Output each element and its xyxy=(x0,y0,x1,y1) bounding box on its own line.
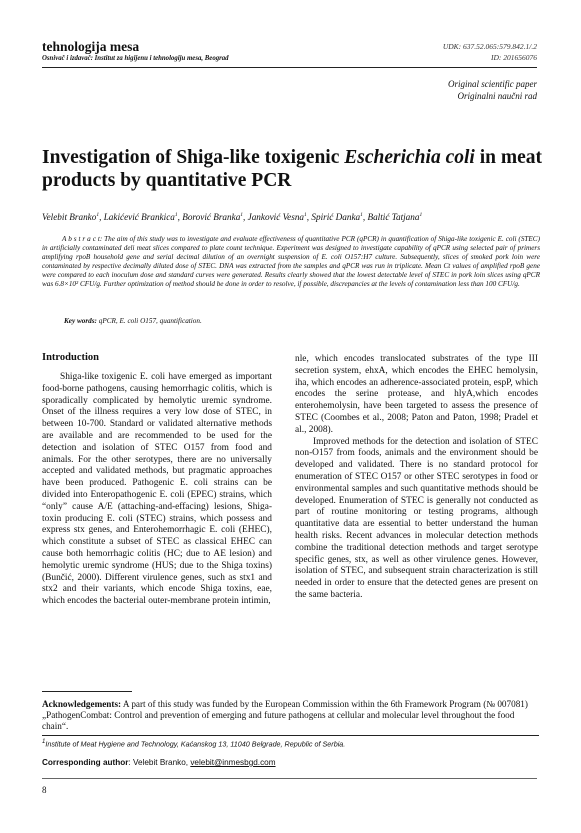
acknowledgements xyxy=(42,699,539,733)
keywords-label: Key words: xyxy=(64,317,97,325)
affiliation-footnote: $^1$Institute of Meat Hygiene and Technology, Kaćanskog 13, 11040 Belgrade, Republic of Serbia. xyxy=(42,739,346,749)
corr-email-link[interactable]: velebit@inmesbgd.com xyxy=(190,758,276,767)
author: Velebit Branko xyxy=(42,212,97,223)
paper-type-sr: Originalni naučni rad xyxy=(457,91,537,101)
abstract-text: The aim of this study was to investigate and evaluate effectiveness of quantitative PCR (qPCR) in quantification of Shiga-like toxigenic E. coli (STEC) in artificially contaminated deli meat slices compared to plate count technique. Experiment was designed to investigate capability of qPCR using selected pair of primers amplifying rpoB household gene and serial decimal dilution of an overnight suspension of E. coli O157:H7 culture. Subsequently, slices of smoked pork loin were contaminated by respective decimally diluted dose of STEC. DNA was extracted from the samples and qPCR was run in triplicate. Mean Ct values of amplified rpoB gene were compared to each inoculum dose and standard curves were generated. Results clearly showed that the lowest detectable level of STEC in pork loin slices using qPCR was 6.8×10² CFU/g. Further optimization of method should be done in order to resolve, if possible, discrepancies at the levels of contamination less than 100 CFU/g. xyxy=(42,235,540,288)
intro-left-column xyxy=(42,352,272,608)
corr-label: Corresponding author xyxy=(42,758,129,767)
intro-paragraph: nle, which encodes translocated substrates of the type III secretion system, ehxA, which encodes the EHEC hemolysin, iha, which encodes an adherence-associated protein, espP, which encodes the serine protease, and hlyA,which encodes enterohemolysin, have been targeted to assess the presence of STEC (Coombes et al., 2008; Paton and Paton, 1998; Pradel et al., 2008). xyxy=(295,354,538,435)
udk-code: UDK: 637.52.065:579.842.1/.2 xyxy=(442,42,537,51)
document-id: ID: 201656076 xyxy=(490,53,537,62)
title-part2: in meat products by quantitative PCR xyxy=(42,147,542,191)
title-species: Escherichia coli xyxy=(344,147,475,168)
corr-name: : Velebit Branko, xyxy=(128,758,191,767)
author: Borović Branka xyxy=(182,212,241,223)
abstract-label: A b s t r a c t: xyxy=(62,235,103,243)
abstract xyxy=(42,235,540,288)
ack-text: A part of this study was funded by the European Commission within the 6th Framework Program (№ 007081) „PathogenCombat: Control and prevention of emerging and future pathogens at cellular and molecular level throughout the food chain“. xyxy=(42,699,528,732)
author-list: Velebit Branko$^1$, Lakićević Brankica$^1$, Borović Branka$^1$, Janković Vesna$^1$, Spirić Danka$^1$, Baltić Tatjana$^1$ xyxy=(42,212,423,223)
footnote-rule xyxy=(42,735,539,736)
corresponding-author xyxy=(42,758,276,767)
publisher-line: Osnivač i izdavač: Institut za higijenu i tehnologiju mesa, Beograd xyxy=(42,55,229,62)
paper-type xyxy=(448,78,537,102)
journal-name: tehnologija mesa xyxy=(42,39,140,54)
intro-right-column xyxy=(295,354,538,602)
author: Spirić Danka xyxy=(311,212,361,223)
author: Janković Vesna xyxy=(247,212,305,223)
header-rule xyxy=(42,67,537,68)
ack-rule xyxy=(42,691,132,692)
paper-title xyxy=(42,146,542,192)
intro-paragraph: Improved methods for the detection and isolation of STEC non-O157 from foods, animals and the environment should be developed and validated. There is no standard protocol for enumeration of STEC O157 or other STEC serotypes in food or environmental samples and such quantitative methods should be developed. Enumeration of STEC is generally not conducted as part of routine monitoring or testing programs, although quantitative data are essential to better understand the human health risks. Recent advances in molecular detection methods combine the traditional detection methods and target serotype specific genes, stx, as well as other virulence genes. However, isolation of STEC, and subsequent strain characterization is still needed in order to ensure that the detected genes are present on the same bacteria. xyxy=(295,436,538,600)
page-rule xyxy=(42,778,537,779)
keywords-text: qPCR, E. coli O157, quantification. xyxy=(96,317,202,325)
author: Baltić Tatjana xyxy=(367,212,420,223)
author: Lakićević Brankica xyxy=(103,212,175,223)
section-heading: Introduction xyxy=(42,352,99,363)
keywords xyxy=(64,317,202,325)
page-number: 8 xyxy=(42,785,47,795)
intro-paragraph: Shiga-like toxigenic E. coli have emerged as important food-borne pathogens, causing hemorrhagic colitis, which is sporadically complicated by hemolytic uremic syndrome. Onset of the illness requires a very low dose of STEC, in between 10-700. Standard or validated alternative methods are available and are recommended to be used for the detection and isolation of STEC O157 from food and animals. For the other serotypes, there are no universally accepted and validated methods, but pragmatic approaches have been produced. Pathogenic E. coli strains can be divided into Enteropathogenic E. coli (EPEC) strains, which “only” cause A/E (attaching-and-effacing) lesions, Shiga-toxin producing E. coli (STEC) strains, which possess and express stx genes, and Enterohemorrhagic E. coli (EHEC), which constitute a subset of STEC as classical EHEC can cause both hemorrhagic colitis (HC; due to AE lesion) and hemolytic uremic syndrome (HUS; due to the Shiga toxins) (Bunčić, 2000). Different virulence genes, such as stx1 and stx2 and their variants, which encode Shiga toxins, eae, which encodes the bacterial outer-membrane protein intimin, xyxy=(42,372,272,607)
ack-label: Acknowledgements: xyxy=(42,699,122,709)
paper-type-en: Original scientific paper xyxy=(448,79,537,89)
title-part1: Investigation of Shiga-like toxigenic xyxy=(42,147,345,168)
